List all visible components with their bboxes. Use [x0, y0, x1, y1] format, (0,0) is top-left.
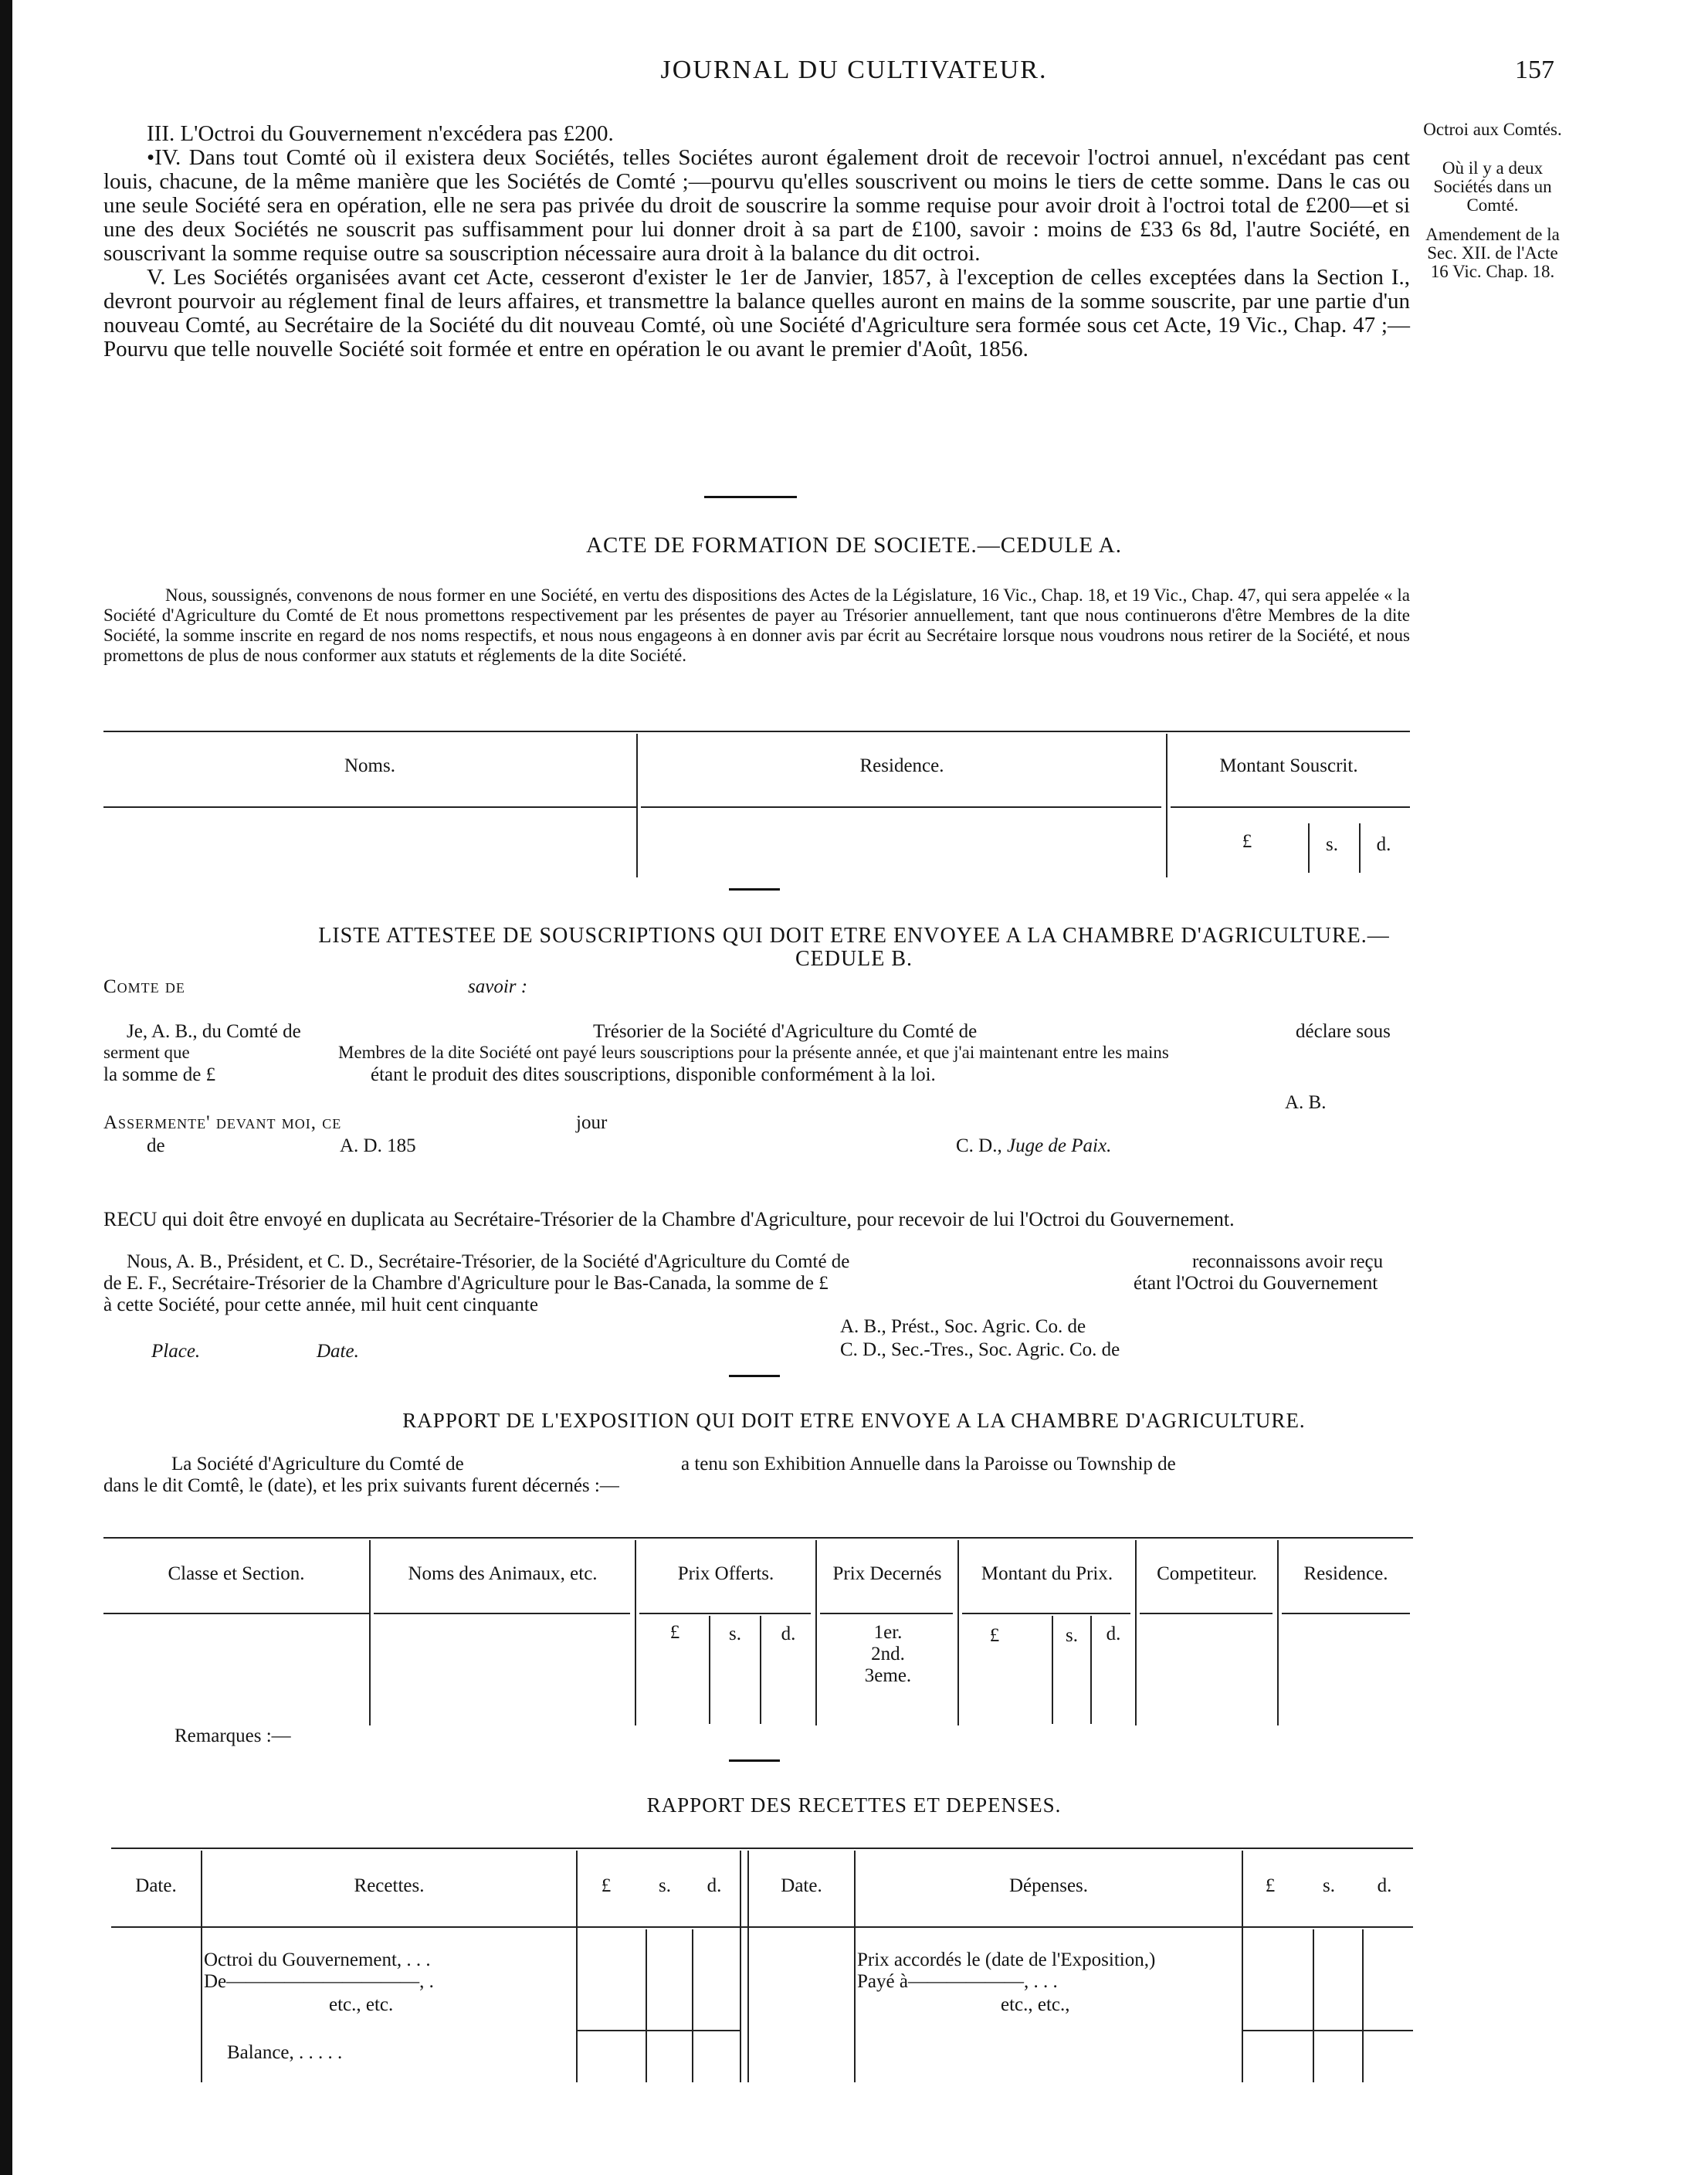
expense-row-paye: Payé à——————, . . .: [857, 1971, 1058, 1992]
rank-second: 2nd.: [871, 1644, 905, 1664]
receipt-line-1b: reconnaissons avoir reçu: [1192, 1251, 1384, 1272]
margin-note-deux-societes: Où il y a deux Sociétés dans un Comté.: [1433, 158, 1552, 215]
sworn-de: de: [147, 1135, 165, 1156]
justice-title: Juge de Paix.: [1006, 1135, 1112, 1156]
col-residence: Residence.: [859, 755, 944, 776]
oath-line-2b: Membres de la dite Société ont payé leurs souscriptions pour la présente année, et que j'ai maintenant entre les mains: [338, 1043, 1169, 1062]
exhibition-line-1b: a tenu son Exhibition Annuelle dans la Paroisse ou Township de: [681, 1454, 1176, 1474]
receipt-title: RECU qui doit être envoyé en duplicata au Secrétaire-Trésorier de la Chambre d'Agriculture, pour recevoir de lui l'Octroi du Gouvernement.: [103, 1208, 1235, 1230]
acc-pound-1: £: [601, 1875, 612, 1896]
pound-label: £: [1242, 831, 1252, 852]
pence-label: d.: [1376, 834, 1391, 855]
receipt-sig-president: A. B., Prést., Soc. Agric. Co. de: [840, 1316, 1086, 1337]
receipt-row-etc: etc., etc.: [329, 1994, 394, 2015]
justice-initials: C. D.,: [956, 1135, 1007, 1156]
receipt-line-2a: de E. F., Secrétaire-Trésorier de la Chambre d'Agriculture pour le Bas-Canada, la somme de £: [103, 1273, 829, 1294]
exh-pence-1: d.: [781, 1624, 796, 1644]
acc-shilling-2: s.: [1323, 1875, 1335, 1896]
receipt-date: Date.: [317, 1341, 359, 1362]
accounts-title: RAPPORT DES RECETTES ET DEPENSES.: [646, 1793, 1062, 1817]
acc-pound-2: £: [1265, 1875, 1276, 1896]
sworn-jour: jour: [576, 1112, 608, 1133]
savoir-label: savoir :: [468, 976, 528, 997]
col-animaux: Noms des Animaux, etc.: [408, 1563, 598, 1584]
oath-line-3a: la somme de £: [103, 1064, 216, 1085]
exh-shilling-1: s.: [729, 1624, 741, 1644]
receipt-row-balance: Balance, . . . . .: [227, 2042, 343, 2063]
receipt-sig-secretary: C. D., Sec.-Tres., Soc. Agric. Co. de: [840, 1339, 1120, 1360]
section-iii: III. L'Octroi du Gouvernement n'excédera pas £200.: [147, 121, 614, 146]
exh-pound-1: £: [669, 1622, 680, 1643]
oath-line-1a: Je, A. B., du Comté de: [127, 1021, 301, 1042]
receipt-place: Place.: [151, 1341, 201, 1362]
table-exhibition-top-rule: [103, 1537, 1413, 1539]
schedule-a-text: Nous, soussignés, convenons de nous former en une Société, en vertu des dispositions des Actes de la Législature, 16 Vic., Chap. 18, et 19 Vic., Chap. 47, qui sera appelée « la Société d'Agriculture du Comté de Et nous promettons respectivement par les présentes de payer au Trésorier annuellement, tant que nous continuerons d'être Membres de la dite Société, la somme inscrite en regard de nos noms respectifs, et nous nous engageons à en donner avis par écrit au Secrétaire lorsque nous voudrons nous retirer de la Société, et nous promettons de plus de nous conformer aux statuts et réglements de la dite Société.: [103, 585, 1410, 665]
remarks-label: Remarques :—: [175, 1725, 291, 1746]
rank-third: 3eme.: [864, 1665, 912, 1686]
comte-de-label: Comte de: [103, 976, 185, 997]
exh-pound-2: £: [989, 1625, 1000, 1646]
col-depenses: Dépenses.: [1008, 1875, 1089, 1896]
exhibition-line-1a: La Société d'Agriculture du Comté de: [171, 1454, 464, 1474]
section-v: V. Les Sociétés organisées avant cet Acte, cesseront d'exister le 1er de Janvier, 1857, à l'exception de celles exceptées dans la Section I., devront pourvoir au réglement final de leurs affaires, et transmettre la balance quelles auront en mains de la somme souscrite, par une partie d'un nouveau Comté, au Secrétaire de la Société du dit nouveau Comté, où une Société d'Agriculture sera formée sous cet Acte, 19 Vic., Chap. 47 ;—Pourvu que telle nouvelle Société soit formée et entre en opération le ou avant le premier d'Août, 1856.: [103, 265, 1410, 361]
schedule-a-title: ACTE DE FORMATION DE SOCIETE.—CEDULE A.: [586, 533, 1122, 558]
acc-shilling-1: s.: [659, 1875, 671, 1896]
section-divider: [704, 496, 797, 498]
col-residence-exh: Residence.: [1303, 1563, 1388, 1584]
col-date-receipts: Date.: [135, 1875, 177, 1896]
col-montant: Montant Souscrit.: [1219, 755, 1358, 776]
sworn-before: Assermente' devant moi, ce: [103, 1112, 342, 1133]
exhibition-title: RAPPORT DE L'EXPOSITION QUI DOIT ETRE ENVOYE A LA CHAMBRE D'AGRICULTURE.: [402, 1409, 1306, 1432]
receipt-row-de: De——————————, .: [204, 1971, 434, 1992]
exh-pence-2: d.: [1106, 1624, 1121, 1644]
sworn-ad: A. D. 185: [340, 1135, 416, 1156]
col-recettes: Recettes.: [354, 1875, 425, 1896]
receipt-row-octroi: Octroi du Gouvernement, . . .: [204, 1949, 431, 1970]
oath-line-1b: Trésorier de la Société d'Agriculture du Comté de: [593, 1021, 978, 1042]
col-date-expenses: Date.: [781, 1875, 822, 1896]
rank-first: 1er.: [873, 1622, 903, 1643]
expense-row-etc: etc., etc.,: [1001, 1994, 1070, 2015]
receipt-line-1a: Nous, A. B., Président, et C. D., Secrétaire-Trésorier, de la Société d'Agriculture du Comté de: [127, 1251, 850, 1272]
signature-ab: A. B.: [1285, 1092, 1327, 1113]
col-prix-decernes: Prix Decernés: [832, 1563, 942, 1584]
receipt-line-2b: étant l'Octroi du Gouvernement: [1134, 1273, 1378, 1294]
section-iv: •IV. Dans tout Comté où il existera deux Sociétés, telles Sociétes auront également droit de recevoir l'octroi annuel, n'excédant pas cent louis, chacune, de la même manière que les Sociétés de Comté ;—pourvu qu'elles souscrivent ou moins le tiers de cette somme. Dans le cas ou une seule Société sera en opération, elle ne sera pas privée du droit de souscrire la somme requise pour avoir droit à l'octroi total de £200—et si une des deux Sociétés ne souscrit pas suffisamment pour lui donner droit à sa part de £100, savoir : moins de £33 6s 8d, l'autre Société, en souscrivant la somme requise outre sa souscription nécessaire aura droit à la balance du dit octroi.: [103, 145, 1410, 266]
page-number: 157: [1515, 56, 1554, 84]
col-classe: Classe et Section.: [168, 1563, 305, 1584]
col-prix-offerts: Prix Offerts.: [677, 1563, 774, 1584]
schedule-b-title-1: LISTE ATTESTEE DE SOUSCRIPTIONS QUI DOIT ETRE ENVOYEE A LA CHAMBRE D'AGRICULTURE.—: [318, 924, 1390, 948]
exh-shilling-2: s.: [1066, 1625, 1078, 1646]
oath-line-3b: étant le produit des dites souscriptions, disponible conformément à la loi.: [371, 1064, 936, 1085]
margin-note-octroi: Octroi aux Comtés.: [1423, 120, 1562, 139]
margin-note-amendement: Amendement de la Sec. XII. de l'Acte 16 Vic. Chap. 18.: [1425, 225, 1560, 281]
receipt-line-3: à cette Société, pour cette année, mil huit cent cinquante: [103, 1294, 538, 1315]
exhibition-line-2: dans le dit Comtê, le (date), et les prix suivants furent décernés :—: [103, 1475, 619, 1496]
col-competiteur: Competiteur.: [1157, 1563, 1257, 1584]
sections-body: [103, 122, 1410, 361]
acc-pence-1: d.: [707, 1875, 722, 1896]
running-header: JOURNAL DU CULTIVATEUR.: [660, 56, 1048, 84]
acc-pence-2: d.: [1377, 1875, 1392, 1896]
oath-line-2a: serment que: [103, 1043, 190, 1062]
table-accounts-top-rule: [111, 1848, 1413, 1849]
col-noms: Noms.: [344, 755, 395, 776]
page-binding-edge: [0, 0, 12, 2175]
expense-row-prix: Prix accordés le (date de l'Exposition,): [857, 1949, 1156, 1970]
oath-line-1c: déclare sous: [1296, 1021, 1391, 1042]
col-montant-prix: Montant du Prix.: [981, 1563, 1113, 1584]
table-a-top-rule: [103, 731, 1410, 732]
schedule-b-title-2: CEDULE B.: [795, 947, 913, 971]
shilling-label: s.: [1326, 834, 1338, 855]
